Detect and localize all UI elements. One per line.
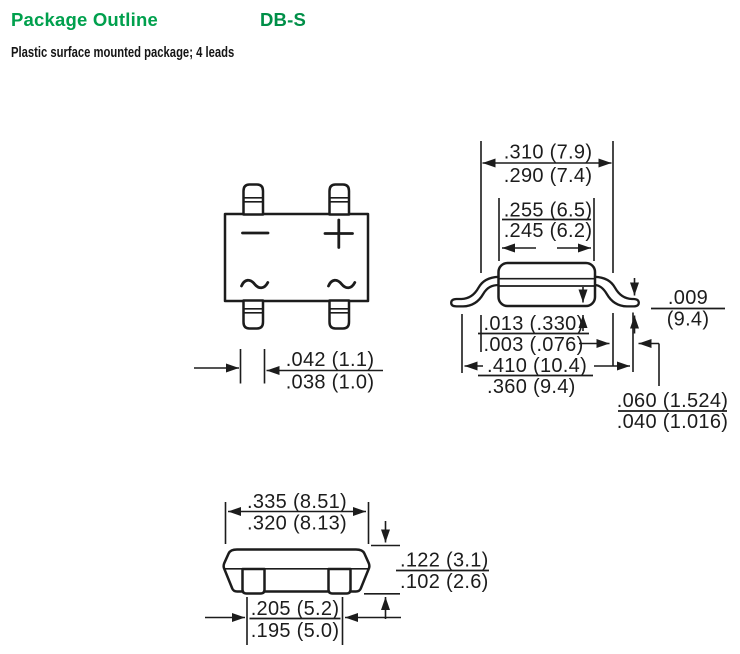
dim-lead-spacing-max: .205 (5.2) bbox=[250, 598, 340, 620]
gullwing-lead-left bbox=[451, 277, 498, 307]
dim-height-max: .122 (3.1) bbox=[400, 549, 489, 572]
lead-bottom-right bbox=[330, 301, 350, 329]
side-view-body bbox=[499, 263, 596, 306]
front-view bbox=[205, 491, 489, 645]
dim-standoff-min: .003 (.076) bbox=[483, 334, 584, 356]
lead-top-left bbox=[244, 185, 264, 215]
lead-bottom-left bbox=[244, 301, 264, 329]
dim-lead-spacing-min: .195 (5.0) bbox=[250, 620, 340, 642]
dim-lead-width-max: .042 (1.1) bbox=[285, 349, 375, 371]
dim-lead-thickness-max: .009 bbox=[667, 287, 709, 309]
side-view bbox=[451, 141, 728, 433]
gullwing-lead-right bbox=[595, 277, 639, 307]
foot-right bbox=[329, 569, 351, 594]
dim-lead-thickness-min: (9.4) bbox=[666, 308, 710, 331]
dim-overall-span-min: .360 (9.4) bbox=[487, 376, 576, 398]
dim-standoff-max: .013 (.330) bbox=[483, 313, 584, 335]
dim-foot-length-min: .040 (1.016) bbox=[616, 411, 729, 433]
dim-overall-span-max: .410 (10.4) bbox=[487, 355, 588, 377]
dim-foot-length-max: .060 (1.524) bbox=[616, 390, 729, 412]
dim-body-length-min: .320 (8.13) bbox=[246, 512, 348, 535]
dim-terminal-span-max: .310 (7.9) bbox=[503, 141, 593, 164]
dim-body-width-min: .245 (6.2) bbox=[503, 220, 593, 242]
dim-body-length-max: .335 (8.51) bbox=[246, 491, 348, 513]
dim-lead-width-min: .038 (1.0) bbox=[285, 371, 375, 394]
page-subtitle: Plastic surface mounted package; 4 leads bbox=[11, 44, 235, 61]
dim-terminal-span-min: .290 (7.4) bbox=[503, 165, 593, 187]
ext-lines-lead-width bbox=[241, 349, 265, 384]
dim-height-min: .102 (2.6) bbox=[400, 571, 489, 593]
lead-top-right bbox=[330, 185, 350, 215]
foot-left bbox=[243, 569, 265, 594]
top-view bbox=[194, 185, 383, 394]
package-code: DB-S bbox=[260, 9, 307, 30]
dim-body-width-max: .255 (6.5) bbox=[503, 199, 593, 222]
page-title: Package Outline bbox=[11, 9, 158, 30]
